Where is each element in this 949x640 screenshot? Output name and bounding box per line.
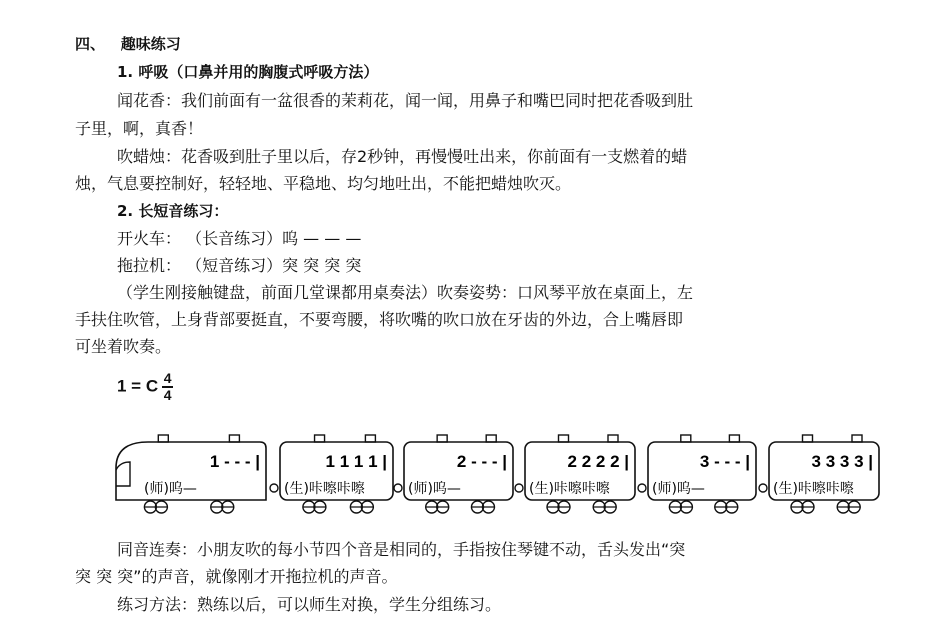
key-signature xyxy=(117,372,173,402)
roof-vent xyxy=(729,435,739,442)
time-signature xyxy=(162,372,173,402)
roof-vent xyxy=(608,435,618,442)
train-car xyxy=(394,435,513,513)
section-heading xyxy=(75,34,181,54)
roof-vent xyxy=(681,435,691,442)
coupler xyxy=(515,484,523,492)
posture-line-3: 可坐着吹奏。 xyxy=(75,337,172,356)
roof-vent xyxy=(803,435,813,442)
breathing-subtitle: 1. 呼吸（口鼻并用的胸腹式呼吸方法） xyxy=(117,63,379,81)
roof-vent xyxy=(229,435,239,442)
car-notes: 1 1 1 1 | xyxy=(325,452,387,471)
car-label: (师)呜— xyxy=(408,481,461,497)
train-car xyxy=(638,435,756,513)
train-car xyxy=(116,435,266,513)
same-tone-line-2: 突 突 突”的声音，就像刚才开拖拉机的声音。 xyxy=(75,567,398,586)
time-signature-bottom: 4 xyxy=(163,387,172,403)
train-car xyxy=(515,435,635,513)
practice-method-line: 练习方法：熟练以后，可以师生对换，学生分组练习。 xyxy=(117,595,502,614)
car-notes: 2 - - - | xyxy=(456,452,507,471)
coupler xyxy=(759,484,767,492)
car-label: (生)咔嚓咔嚓 xyxy=(773,481,854,497)
coupler xyxy=(270,484,278,492)
smell-flower-line-1: 闻花香：我们前面有一盆很香的茉莉花，闻一闻，用鼻子和嘴巴同时把花香吸到肚 xyxy=(117,91,694,110)
coupler xyxy=(638,484,646,492)
blow-candle-line-2: 烛，气息要控制好，轻轻地、平稳地、均匀地吐出，不能把蜡烛吹灭。 xyxy=(75,174,572,193)
roof-vent xyxy=(365,435,375,442)
roof-vent xyxy=(486,435,496,442)
roof-vent xyxy=(315,435,325,442)
roof-vent xyxy=(158,435,168,442)
train-car xyxy=(270,435,393,513)
coupler xyxy=(394,484,402,492)
long-short-subtitle: 2. 长短音练习： xyxy=(117,202,229,220)
roof-vent xyxy=(559,435,569,442)
posture-line-2: 手扶住吹管，上身背部要挺直，不要弯腰，将吹嘴的吹口放在牙齿的外边，合上嘴唇即 xyxy=(75,310,684,329)
time-signature-top: 4 xyxy=(163,370,172,386)
car-notes: 1 - - - | xyxy=(209,452,260,471)
roof-vent xyxy=(852,435,862,442)
key-prefix: 1 = C xyxy=(117,376,159,396)
train-car xyxy=(759,435,879,513)
tractor-line: 拖拉机： （短音练习）突 突 突 突 xyxy=(117,256,362,275)
section-title: 趣味练习 xyxy=(120,35,181,53)
train-illustration xyxy=(0,420,949,530)
smell-flower-line-2: 子里，啊，真香！ xyxy=(75,119,204,138)
car-label: (生)咔嚓咔嚓 xyxy=(284,481,365,497)
car-notes: 3 3 3 3 | xyxy=(811,452,873,471)
posture-line-1: （学生刚接触键盘，前面几堂课都用桌奏法）吹奏姿势：口风琴平放在桌面上，左 xyxy=(117,283,694,302)
car-label: (师)呜— xyxy=(144,481,197,497)
train-line: 开火车： （长音练习）呜 — — — xyxy=(117,229,362,248)
car-notes: 2 2 2 2 | xyxy=(567,452,629,471)
car-label: (生)咔嚓咔嚓 xyxy=(529,481,610,497)
car-notes: 3 - - - | xyxy=(699,452,750,471)
locomotive-window xyxy=(116,462,130,486)
section-number: 四、 xyxy=(75,35,106,53)
roof-vent xyxy=(437,435,447,442)
same-tone-line-1: 同音连奏：小朋友吹的每小节四个音是相同的，手指按住琴键不动，舌头发出“突 xyxy=(117,540,686,559)
blow-candle-line-1: 吹蜡烛：花香吸到肚子里以后，存2秒钟，再慢慢吐出来，你前面有一支燃着的蜡 xyxy=(117,147,688,166)
car-label: (师)呜— xyxy=(652,481,705,497)
